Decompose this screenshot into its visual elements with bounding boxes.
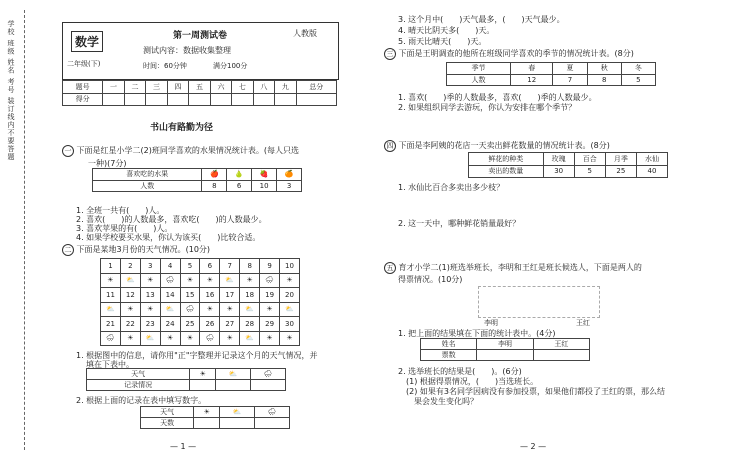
- day-cell: 21: [101, 317, 121, 332]
- rain-icon: 🌧: [254, 407, 289, 418]
- day-cell: 28: [240, 317, 260, 332]
- cell[interactable]: [232, 93, 253, 106]
- weather-cell: ☀: [280, 331, 300, 346]
- q4-number: 四: [384, 140, 396, 152]
- header-box: [62, 22, 339, 80]
- cell: 40: [636, 165, 667, 178]
- sun-icon: ☀: [190, 369, 216, 380]
- cell: 天气: [87, 369, 190, 380]
- cell: 八: [253, 81, 274, 94]
- cell[interactable]: [254, 418, 289, 429]
- cell[interactable]: [216, 380, 251, 391]
- day-cell: 23: [140, 317, 160, 332]
- q5-sub: 果会发生变化吗？: [414, 397, 478, 406]
- binding-strip: [2, 10, 25, 450]
- cell: 人数: [93, 180, 202, 192]
- q2-table2: [140, 406, 290, 429]
- day-cell: 1: [101, 259, 121, 274]
- weather-cell: ☀: [140, 302, 160, 317]
- page-number-right: — 2 —: [520, 442, 547, 451]
- q4-table: [468, 152, 668, 178]
- weather-cell: ☀: [140, 273, 160, 288]
- day-cell: 22: [120, 317, 140, 332]
- q1-text: [62, 145, 299, 157]
- cell: 记录情况: [87, 380, 190, 391]
- weather-cell: ☀: [200, 273, 220, 288]
- test-title: 第一周测试卷: [173, 31, 228, 41]
- day-cell: 19: [260, 288, 280, 303]
- cell: 喜欢吃的水果: [93, 169, 202, 181]
- cell: 8: [587, 74, 621, 86]
- binding-text: 学校 班级 姓名 考号 装订线内不要答题: [7, 20, 15, 161]
- day-cell: 16: [200, 288, 220, 303]
- cell[interactable]: [103, 93, 124, 106]
- pear-icon: 🍐: [227, 169, 252, 181]
- cell: 玫瑰: [543, 153, 574, 166]
- weather-cell: ⛅: [120, 273, 140, 288]
- cell[interactable]: [194, 418, 220, 429]
- cell: 七: [232, 81, 253, 94]
- weather-cell: ⛅: [140, 331, 160, 346]
- cell: 5: [574, 165, 605, 178]
- cell: 冬: [621, 63, 655, 75]
- weather-cell: ☀: [180, 273, 200, 288]
- day-cell: 8: [240, 259, 260, 274]
- day-cell: 25: [180, 317, 200, 332]
- candidate-name: 李明: [484, 319, 498, 327]
- cell: 12: [511, 74, 553, 86]
- q5-sub: (2) 如果有3名同学因病没有参加投票，如果他们都投了王红的票，那么结: [406, 387, 665, 396]
- q3-prompt: 下面是王明调查的他所在班级同学喜欢的季节的情况统计表。(8分): [398, 49, 634, 58]
- cell[interactable]: [477, 350, 533, 361]
- weather-cell: ☀: [220, 331, 240, 346]
- cell: 3: [277, 180, 302, 192]
- q1-text2: 一种)(7分): [88, 159, 127, 168]
- q5-text: [384, 262, 642, 274]
- day-cell: 3: [140, 259, 160, 274]
- cell: 题号: [63, 81, 103, 94]
- cell: 李明: [477, 339, 533, 350]
- day-cell: 5: [180, 259, 200, 274]
- day-cell: 6: [200, 259, 220, 274]
- day-cell: 27: [220, 317, 240, 332]
- right-top-line: 3. 这个月中( )天气最多，( )天气最少。: [398, 15, 565, 24]
- q1-sub: 3. 喜欢苹果的有( )人。: [76, 224, 173, 233]
- apple-icon: 🍎: [202, 169, 227, 181]
- weather-cell: ⛅: [280, 302, 300, 317]
- cell: 卖出的数量: [469, 165, 544, 178]
- cell: 天数: [141, 418, 194, 429]
- q2-text: [62, 244, 210, 256]
- weather-cell: 🌧: [180, 302, 200, 317]
- cell: 5: [621, 74, 655, 86]
- weather-cell: ☀: [240, 273, 260, 288]
- weather-cell: ☀: [280, 273, 300, 288]
- cell: 王红: [533, 339, 589, 350]
- cell[interactable]: [296, 93, 336, 106]
- weather-cell: ☀: [101, 273, 121, 288]
- day-cell: 26: [200, 317, 220, 332]
- cell: 春: [511, 63, 553, 75]
- q1-sub: 4. 如果学校要买水果，你认为该买( )比较合适。: [76, 233, 261, 242]
- cell[interactable]: [533, 350, 589, 361]
- day-cell: 14: [160, 288, 180, 303]
- subject-badge: 数学: [71, 31, 103, 52]
- weather-cell: ☀: [120, 302, 140, 317]
- day-cell: 20: [280, 288, 300, 303]
- day-cell: 12: [120, 288, 140, 303]
- day-cell: 15: [180, 288, 200, 303]
- q4-sub: 2. 这一天中，哪种鲜花销量最好？: [398, 219, 521, 228]
- q1-sub: 1. 全班一共有( )人。: [76, 206, 165, 215]
- cell: 一: [103, 81, 124, 94]
- weather-cell: 🌧: [160, 273, 180, 288]
- q1-prompt: 下面是红星小学二(2)班同学喜欢的水果情况统计表。(每人只选: [76, 146, 299, 155]
- right-top-line: 4. 晴天比阴天多( )天。: [398, 26, 495, 35]
- day-cell: 18: [240, 288, 260, 303]
- weather-cell: ☀: [180, 331, 200, 346]
- cell: 6: [227, 180, 252, 192]
- weather-cell: 🌧: [260, 273, 280, 288]
- cell[interactable]: [220, 418, 255, 429]
- q5-sub: 2. 选举班长的结果是( )。(6分): [398, 367, 522, 376]
- cell: 五: [189, 81, 210, 94]
- cell: 六: [210, 81, 231, 94]
- orange-icon: 🍊: [277, 169, 302, 181]
- cell: 鲜花的种类: [469, 153, 544, 166]
- q5-sub: (1) 根据得票情况，( )当选班长。: [406, 377, 539, 386]
- cell: 30: [543, 165, 574, 178]
- day-cell: 9: [260, 259, 280, 274]
- cell[interactable]: [167, 93, 188, 106]
- q5-table: [420, 338, 590, 361]
- weather-cell: ⛅: [220, 273, 240, 288]
- page-number-left: — 1 —: [170, 442, 197, 451]
- day-cell: 13: [140, 288, 160, 303]
- score-table: [62, 80, 337, 106]
- q2-table1: [86, 368, 286, 391]
- q2-sub1: 1. 根据图中的信息，请你用"正"字整理并记录这个月的天气情况，并: [76, 351, 318, 360]
- cell: 月季: [605, 153, 636, 166]
- q3-sub: 1. 喜欢( )季的人数最多，喜欢( )季的人数最少。: [398, 93, 597, 102]
- weather-cell: ⛅: [101, 302, 121, 317]
- weather-cell: ⛅: [240, 331, 260, 346]
- day-cell: 10: [280, 259, 300, 274]
- score-label: 满分100分: [213, 62, 248, 70]
- weather-cell: ☀: [200, 302, 220, 317]
- q3-text: [384, 48, 634, 60]
- q5-prompt: 育才小学二(1)班选举班长，李明和王红是班长候选人，下面是两人的: [398, 263, 642, 272]
- cell: 夏: [553, 63, 587, 75]
- q1-table: [92, 168, 302, 192]
- cell: 季节: [447, 63, 511, 75]
- day-cell: 24: [160, 317, 180, 332]
- q4-text: [384, 140, 610, 152]
- cell: 总分: [296, 81, 336, 94]
- q2-sub1b: 填在下表中。: [86, 360, 134, 369]
- weather-cell: ☀: [220, 302, 240, 317]
- banner: 书山有路勤为径: [150, 123, 214, 133]
- day-cell: 7: [220, 259, 240, 274]
- q2-prompt: 下面是某地3月份的天气情况。(10分): [76, 245, 211, 254]
- cell[interactable]: [250, 380, 285, 391]
- day-cell: 11: [101, 288, 121, 303]
- q1-sub: 2. 喜欢( )的人数最多，喜欢吃( )的人数最少。: [76, 215, 267, 224]
- edition-label: 人教版: [293, 29, 317, 38]
- q3-sub: 2. 如果组织同学去游玩，你认为安排在哪个季节？: [398, 103, 577, 112]
- q3-table: [446, 62, 656, 86]
- cell: 百合: [574, 153, 605, 166]
- cell[interactable]: [210, 93, 231, 106]
- day-cell: 29: [260, 317, 280, 332]
- cell[interactable]: [275, 93, 296, 106]
- cloudy-icon: ⛅: [220, 407, 255, 418]
- weather-cell: ☀: [120, 331, 140, 346]
- weather-cell: 🌧: [200, 331, 220, 346]
- cell: 25: [605, 165, 636, 178]
- content-label: 测试内容：数据收集整理: [143, 46, 231, 55]
- time-label: 时间：60分钟: [143, 62, 187, 70]
- rain-icon: 🌧: [250, 369, 285, 380]
- sun-icon: ☀: [194, 407, 220, 418]
- cell: 秋: [587, 63, 621, 75]
- cell: 10: [251, 180, 276, 192]
- day-cell: 4: [160, 259, 180, 274]
- cell: 姓名: [421, 339, 477, 350]
- weather-cell: ☀: [260, 331, 280, 346]
- cell: 九: [275, 81, 296, 94]
- cell: 票数: [421, 350, 477, 361]
- q5-sub: 1. 把上面的结果填在下面的统计表中。(4分): [398, 329, 556, 338]
- right-top-line: 5. 雨天比晴天( )天。: [398, 37, 487, 46]
- cell[interactable]: [146, 93, 167, 106]
- ballot-figure: [478, 286, 600, 318]
- cell: 水仙: [636, 153, 667, 166]
- cell: 人数: [447, 74, 511, 86]
- weather-cell: ☀: [160, 331, 180, 346]
- q4-prompt: 下面是李阿姨的花店一天卖出鲜花数量的情况统计表。(8分): [398, 141, 610, 150]
- cell[interactable]: [124, 93, 145, 106]
- q4-sub: 1. 水仙比百合多卖出多少枝？: [398, 183, 505, 192]
- weather-cell: 🌧: [101, 331, 121, 346]
- candidate-name: 王红: [576, 319, 590, 327]
- q3-number: 三: [384, 48, 396, 60]
- weather-cell: ☀: [260, 302, 280, 317]
- cell[interactable]: [190, 380, 216, 391]
- cell[interactable]: [189, 93, 210, 106]
- cell: 四: [167, 81, 188, 94]
- weather-cell: ⛅: [160, 302, 180, 317]
- cloudy-icon: ⛅: [216, 369, 251, 380]
- weather-grid: [100, 258, 300, 346]
- grade-label: 二年级(下): [67, 60, 101, 68]
- q2-number: 二: [62, 244, 74, 256]
- cell: 得分: [63, 93, 103, 106]
- day-cell: 2: [120, 259, 140, 274]
- cell: 7: [553, 74, 587, 86]
- cell: 天气: [141, 407, 194, 418]
- cell: 三: [146, 81, 167, 94]
- day-cell: 17: [220, 288, 240, 303]
- q5-number: 五: [384, 262, 396, 274]
- weather-cell: ⛅: [240, 302, 260, 317]
- cell: 二: [124, 81, 145, 94]
- cell[interactable]: [253, 93, 274, 106]
- cell: 8: [202, 180, 227, 192]
- day-cell: 30: [280, 317, 300, 332]
- q5-text2: 得票情况。(10分): [398, 275, 463, 284]
- q2-sub2: 2. 根据上面的记录在表中填写数字。: [76, 396, 207, 405]
- q1-number: 一: [62, 145, 74, 157]
- strawberry-icon: 🍓: [251, 169, 276, 181]
